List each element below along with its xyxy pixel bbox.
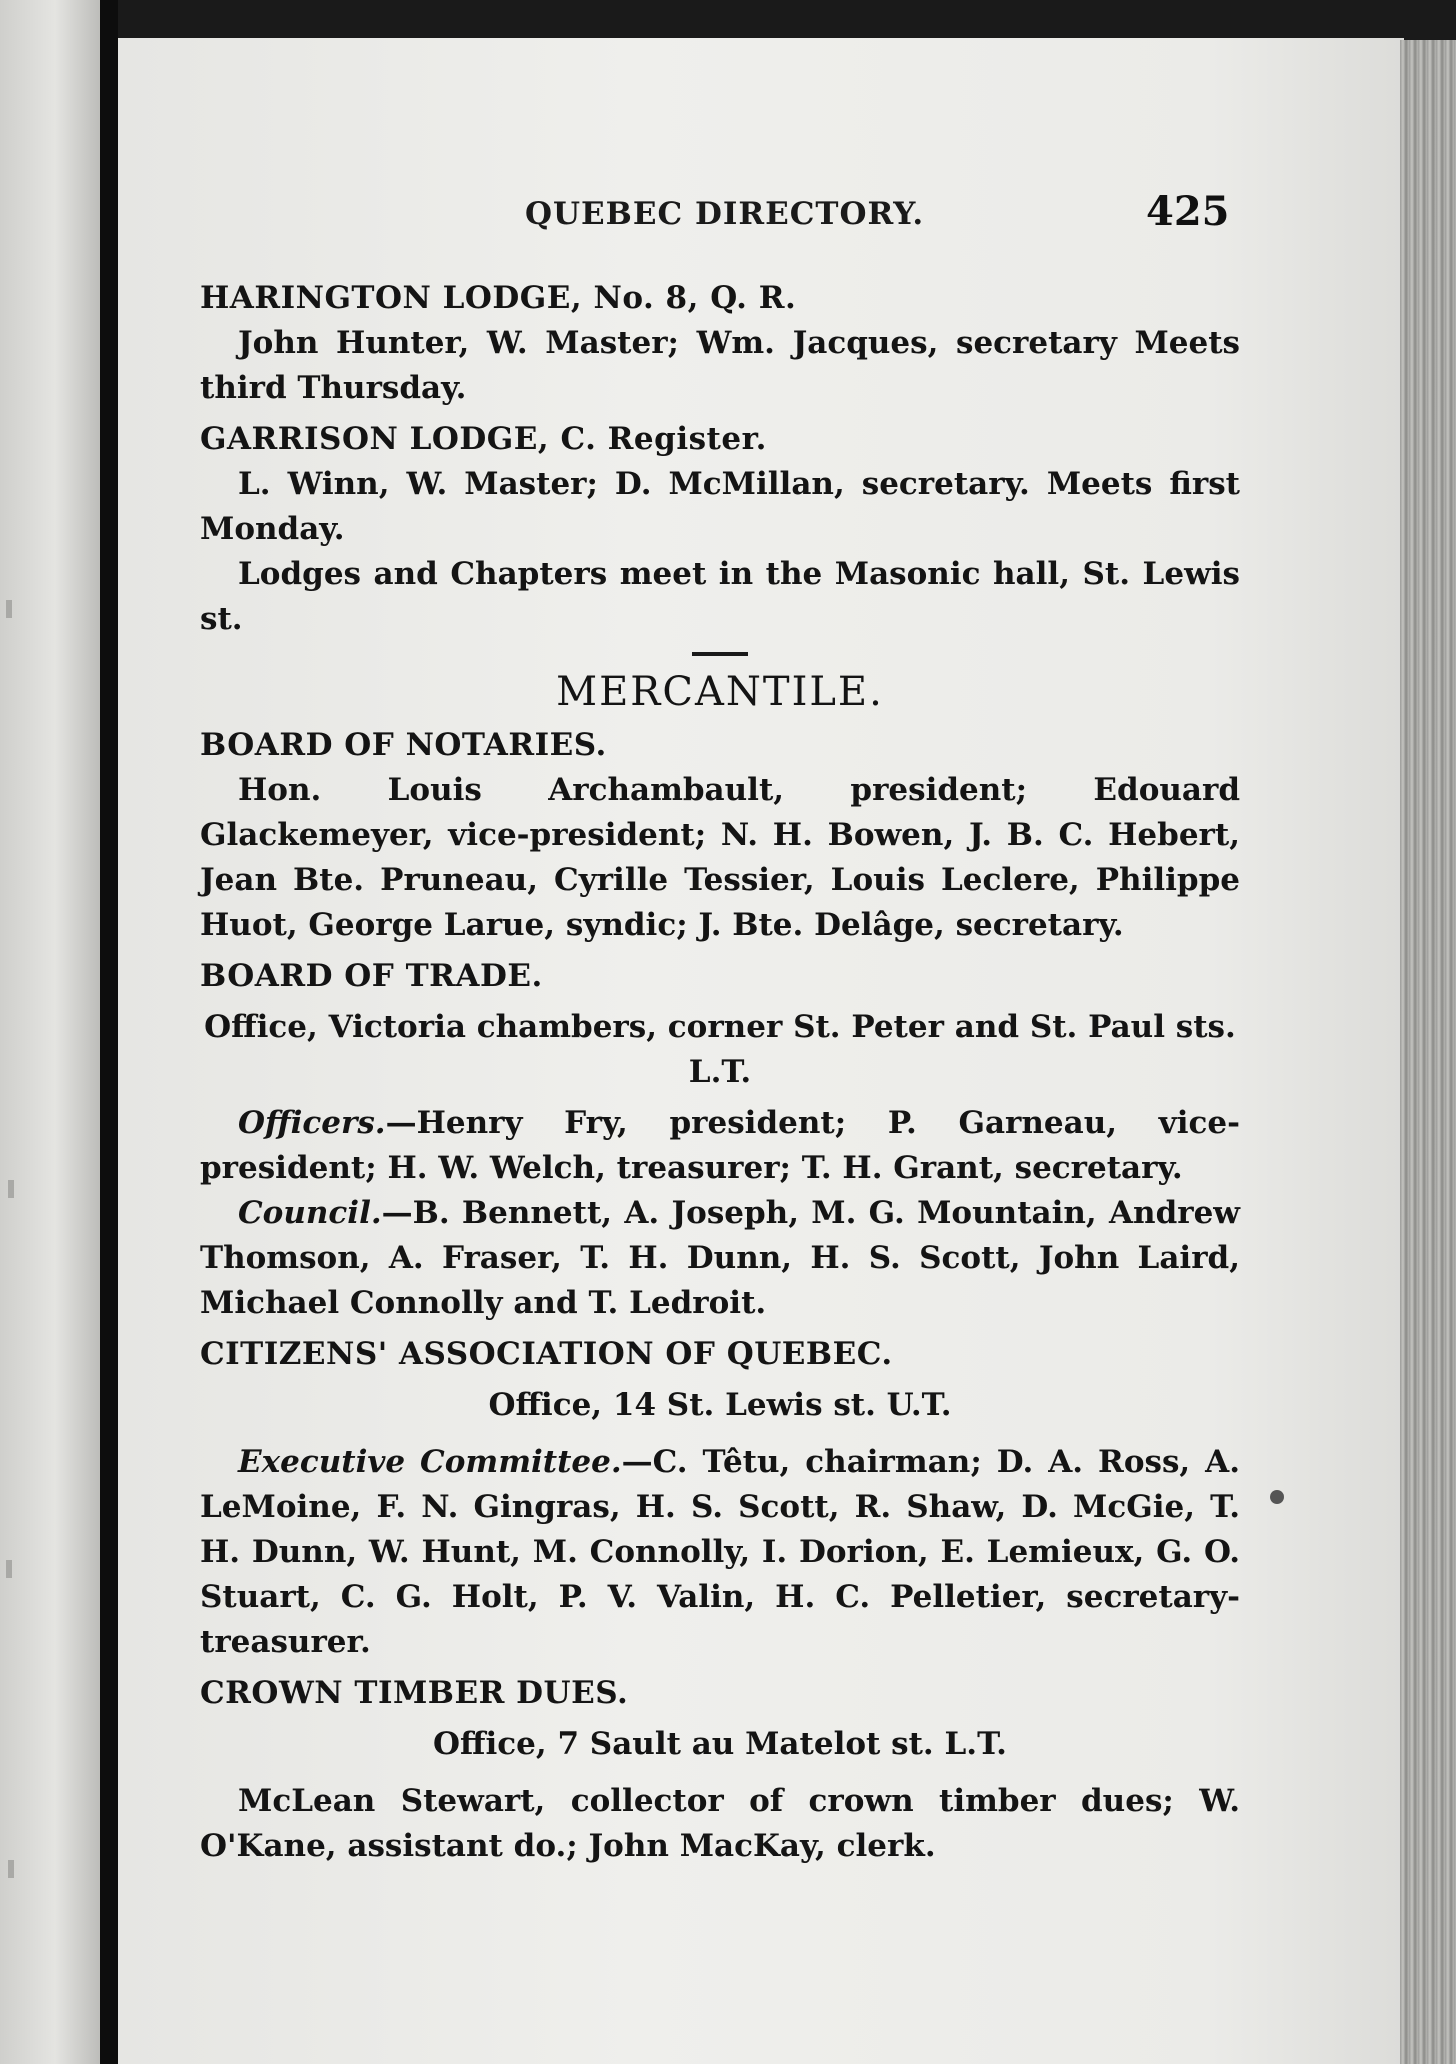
office-address: Office, 14 St. Lewis st. U.T. — [488, 1387, 952, 1423]
page-number: 425 — [1146, 188, 1230, 235]
committee-line — [200, 1440, 1240, 1665]
entry-heading: GARRISON LODGE, C. Register. — [200, 421, 767, 457]
book-gutter — [100, 0, 118, 2064]
officers-label: Officers. — [238, 1105, 386, 1141]
entry-board-of-trade — [200, 954, 1240, 1326]
entry-text: L. Winn, W. Master; D. McMillan, secretary. Meets first Monday. — [200, 466, 1240, 547]
entry-harington-lodge — [200, 276, 1240, 411]
page-content — [200, 276, 1240, 1875]
entry-text: Hon. Louis Archambault, president; Edouard Glackemeyer, vice-president; N. H. Bowen, J. B. C. Hebert, Jean Bte. Pruneau, Cyrille Tessier, Louis Leclere, Philippe Huot, George Larue, syndic; J. Bte. Delâge, secretary. — [200, 772, 1240, 943]
committee-text: —C. Têtu, chairman; D. A. Ross, A. LeMoine, F. N. Gingras, H. S. Scott, R. Shaw, D. McGie, T. H. Dunn, W. Hunt, M. Connolly, I. Dorion, E. Lemieux, G. O. Stuart, C. G. Holt, P. V. Valin, H. C. Pelletier, secretary-treasurer. — [200, 1444, 1240, 1660]
officers-line — [200, 1101, 1240, 1191]
council-line — [200, 1191, 1240, 1326]
officers-text: —Henry Fry, president; P. Garneau, vice-president; H. W. Welch, treasurer; T. H. Grant, secretary. — [200, 1105, 1240, 1186]
entry-heading: BOARD OF TRADE. — [200, 958, 543, 994]
entry-text: McLean Stewart, collector of crown timber dues; W. O'Kane, assistant do.; John MacKay, clerk. — [200, 1783, 1240, 1864]
entry-board-of-notaries — [200, 723, 1240, 948]
entry-heading: CITIZENS' ASSOCIATION OF QUEBEC. — [200, 1336, 893, 1372]
running-head: QUEBEC DIRECTORY. — [525, 196, 925, 232]
entry-text: John Hunter, W. Master; Wm. Jacques, secretary Meets third Thursday. — [200, 325, 1240, 406]
council-label: Council. — [238, 1195, 382, 1231]
page-edges — [1400, 40, 1456, 2064]
committee-label: Executive Committee. — [238, 1444, 622, 1480]
entry-heading: CROWN TIMBER DUES. — [200, 1675, 629, 1711]
entry-heading: BOARD OF NOTARIES. — [200, 727, 607, 763]
facing-page-edge — [0, 0, 100, 2064]
entry-crown-timber-dues — [200, 1671, 1240, 1869]
entry-citizens-association — [200, 1332, 1240, 1665]
entry-garrison-lodge — [200, 417, 1240, 642]
council-text: —B. Bennett, A. Joseph, M. G. Mountain, Andrew Thomson, A. Fraser, T. H. Dunn, H. S. Scott, John Laird, Michael Connolly and T. Ledroit. — [200, 1195, 1240, 1321]
entry-text: Lodges and Chapters meet in the Masonic hall, St. Lewis st. — [200, 556, 1240, 637]
section-title: MERCANTILE. — [556, 669, 884, 715]
ink-spot — [1270, 1490, 1284, 1504]
entry-heading: HARINGTON LODGE, No. 8, Q. R. — [200, 280, 797, 316]
office-address: Office, Victoria chambers, corner St. Peter and St. Paul sts. L.T. — [204, 1009, 1236, 1090]
office-address: Office, 7 Sault au Matelot st. L.T. — [433, 1726, 1007, 1762]
section-divider — [692, 652, 748, 656]
